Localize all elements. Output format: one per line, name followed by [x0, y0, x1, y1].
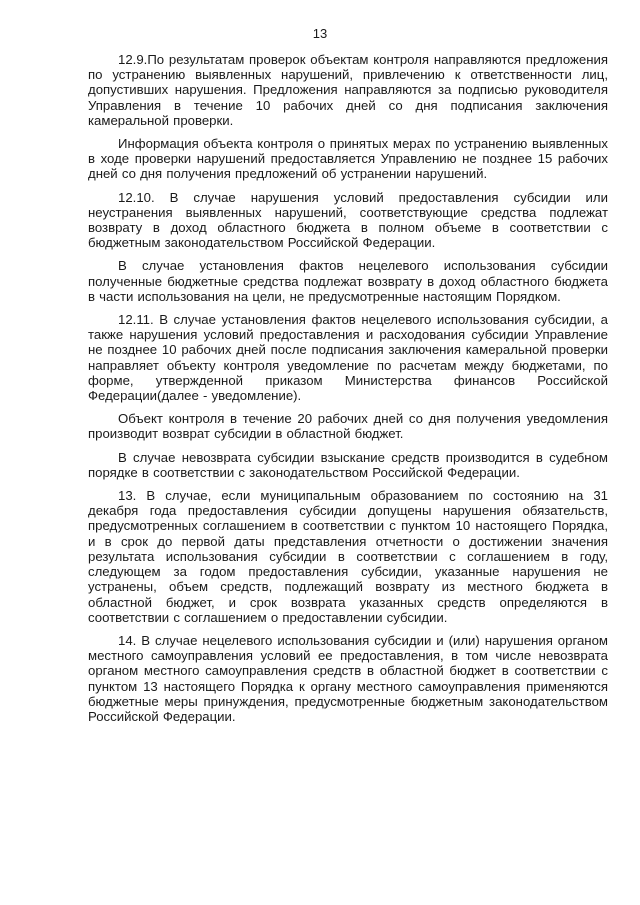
paragraph-control-object-info: Информация объекта контроля о принятых мерах по устранению выявленных в ходе проверки нарушений предоставляется Управлению не позднее 15 рабочих дней со дня получения предложений об устранении нарушений.	[88, 136, 608, 182]
paragraph-13: 13. В случае, если муниципальным образованием по состоянию на 31 декабря года предоставления субсидии допущены нарушения обязательств, предусмотренных соглашением в соответствии с пунктом 10 настоящего Порядка, и в срок до первой даты представления отчетности о достижении значения результата использования субсидии в соответствии с соглашением в году, следующем за годом предоставления субсидии, указанные нарушения не устранены, объем средств, подлежащий возврату из местного бюджета в областной бюджет, и срок возврата указанных средств определяются в соответствии с соглашением о предоставлении субсидии.	[88, 488, 608, 625]
paragraph-12-11: 12.11. В случае установления фактов нецелевого использования субсидии, а также нарушения условий предоставления и расходования субсидии Управление не позднее 10 рабочих дней после подписания заключения камеральной проверки направляет объекту контроля уведомление по расчетам между бюджетами, по форме, утвержденной приказом Министерства финансов Российской Федерации(далее - уведомление).	[88, 312, 608, 404]
paragraph-14: 14. В случае нецелевого использования субсидии и (или) нарушения органом местного самоуправления условий ее предоставления, в том числе невозврата органом местного самоуправления средств в областной бюджет в соответствии с пунктом 13 настоящего Порядка к органу местного самоуправления применяются бюджетные меры принуждения, предусмотренные бюджетным законодательством Российской Федерации.	[88, 632, 608, 724]
page-number: 13	[312, 26, 328, 41]
paragraph-judicial-recovery: В случае невозврата субсидии взыскание средств производится в судебном порядке в соответствии с законодательством Российской Федерации.	[88, 449, 608, 480]
paragraph-12-9: 12.9.По результатам проверок объектам контроля направляются предложения по устранению выявленных нарушений, привлечению к ответственности лиц, допустивших нарушения. Предложения направляются за подписью руководителя Управления в течение 10 рабочих дней со дня подписания заключения камеральной проверки.	[88, 52, 608, 128]
paragraph-refund-20-days: Объект контроля в течение 20 рабочих дней со дня получения уведомления производит возврат субсидии в областной бюджет.	[88, 411, 608, 442]
paragraph-misuse-return: В случае установления фактов нецелевого использования субсидии полученные бюджетные средства подлежат возврату в доход областного бюджета в части использования на цели, не предусмотренные настоящим Порядком.	[88, 258, 608, 304]
paragraph-12-10: 12.10. В случае нарушения условий предоставления субсидии или неустранения выявленных нарушений, соответствующие средства подлежат возврату в доход областного бюджета в полном объеме в соответствии с бюджетным законодательством Российской Федерации.	[88, 189, 608, 251]
document-body	[88, 52, 608, 732]
